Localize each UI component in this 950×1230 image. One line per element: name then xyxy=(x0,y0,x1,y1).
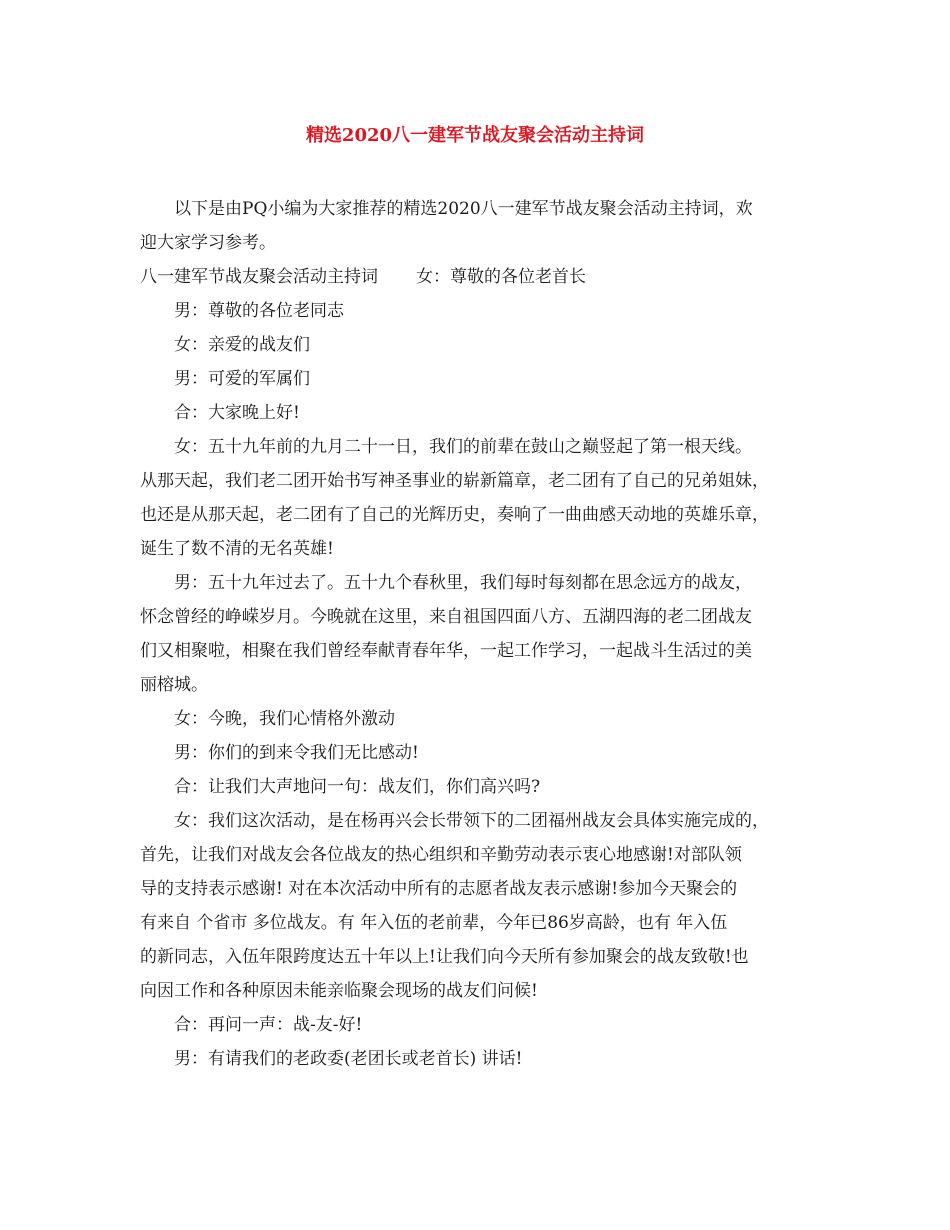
dialogue-line: 首先，让我们对战友会各位战友的热心组织和辛勤劳动表示衷心地感谢!对部队领 xyxy=(140,845,742,865)
dialogue-line: 合：大家晚上好! xyxy=(174,403,300,423)
dialogue-line: 男：尊敬的各位老同志 xyxy=(174,301,344,321)
dialogue-line: 们又相聚啦，相聚在我们曾经奉献青春年华，一起工作学习，一起战斗生活过的美 xyxy=(140,641,752,661)
dialogue-line: 从那天起，我们老二团开始书写神圣事业的崭新篇章，老二团有了自己的兄弟姐妹， xyxy=(140,471,769,491)
dialogue-paragraph xyxy=(140,770,812,804)
section-heading-line xyxy=(140,260,812,294)
dialogue-paragraph xyxy=(140,294,812,328)
dialogue-line: 有来自 个省市 多位战友。有 年入伍的老前辈，今年已86岁高龄，也有 年入伍 xyxy=(140,913,728,933)
dialogue-paragraph xyxy=(140,1008,812,1042)
section-heading-row xyxy=(140,260,812,294)
dialogue-paragraph xyxy=(140,396,812,430)
dialogue-paragraph xyxy=(140,566,812,702)
dialogue-paragraph xyxy=(140,362,812,396)
document-body xyxy=(140,192,812,1076)
dialogue-line: 怀念曾经的峥嵘岁月。今晚就在这里，来自祖国四面八方、五湖四海的老二团战友 xyxy=(140,607,752,627)
dialogue-line: 也还是从那天起，老二团有了自己的光辉历史，奏响了一曲曲感天动地的英雄乐章， xyxy=(140,505,769,525)
dialogue-line: 女：五十九年前的九月二十一日，我们的前辈在鼓山之巅竖起了第一根天线。 xyxy=(174,437,752,457)
dialogue-paragraph xyxy=(140,328,812,362)
dialogue-line: 诞生了数不清的无名英雄! xyxy=(140,539,334,559)
dialogue-paragraph xyxy=(140,804,812,1008)
dialogue-line: 女：今晚，我们心情格外激动 xyxy=(174,709,395,729)
section-heading: 八一建军节战友聚会活动主持词 xyxy=(140,267,378,287)
dialogue-line: 合：再问一声：战-友-好! xyxy=(174,1015,363,1035)
intro-line: 迎大家学习参考。 xyxy=(140,233,276,253)
dialogue-line: 男：你们的到来令我们无比感动! xyxy=(174,743,419,763)
dialogue-line: 女：我们这次活动，是在杨再兴会长带领下的二团福州战友会具体实施完成的， xyxy=(174,811,769,831)
dialogue-paragraph xyxy=(140,430,812,566)
dialogue-line: 向因工作和各种原因未能亲临聚会现场的战友们问候! xyxy=(140,981,538,1001)
dialogue-line: 男：五十九年过去了。五十九个春秋里，我们每时每刻都在思念远方的战友， xyxy=(174,573,752,593)
dialogue-paragraph xyxy=(140,1042,812,1076)
dialogue-line: 男：有请我们的老政委(老团长或老首长) 讲话! xyxy=(174,1049,523,1069)
dialogue-line: 女：亲爱的战友们 xyxy=(174,335,310,355)
dialogue-line: 丽榕城。 xyxy=(140,675,208,695)
intro-paragraph-continued xyxy=(140,226,812,260)
dialogue-line: 合：让我们大声地问一句：战友们，你们高兴吗? xyxy=(174,777,541,797)
dialogue-line: 男：可爱的军属们 xyxy=(174,369,310,389)
dialogue-line: 导的支持表示感谢! 对在本次活动中所有的志愿者战友表示感谢!参加今天聚会的 xyxy=(140,879,738,899)
intro-line: 以下是由PQ小编为大家推荐的精选2020八一建军节战友聚会活动主持词，欢 xyxy=(174,199,753,219)
intro-paragraph xyxy=(140,192,812,226)
document-title: 精选2020八一建军节战友聚会活动主持词 xyxy=(305,125,645,146)
dialogue-paragraph xyxy=(140,736,812,770)
dialogue-line: 的新同志，入伍年限跨度达五十年以上!让我们向今天所有参加聚会的战友致敬!也 xyxy=(140,947,749,967)
dialogue-line: 女：尊敬的各位老首长 xyxy=(416,267,586,287)
dialogue-paragraph xyxy=(140,702,812,736)
